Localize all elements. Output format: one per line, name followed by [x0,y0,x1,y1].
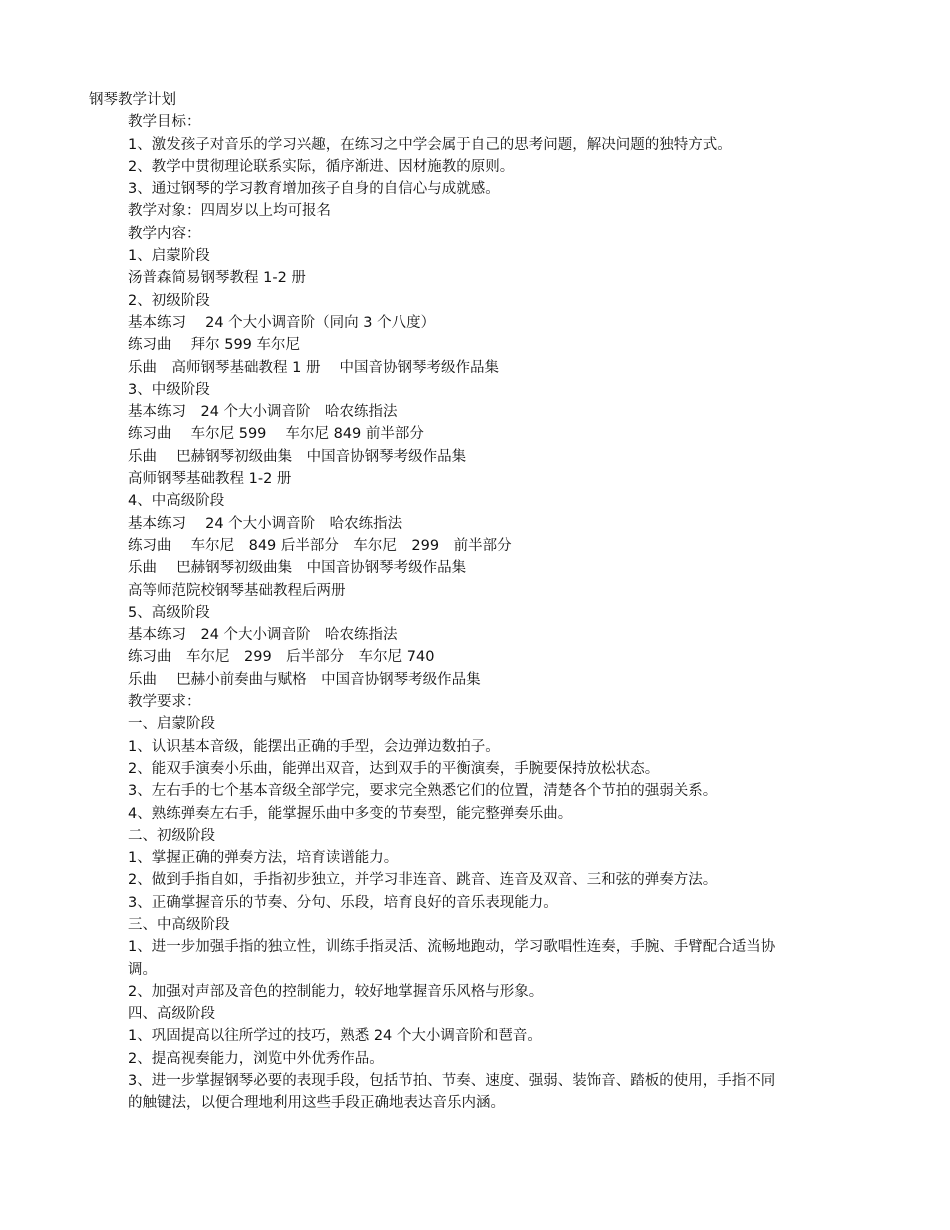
text-line: 1、掌握正确的弹奏方法，培育读谱能力。 [128,850,399,867]
text-line: 3、进一步掌握钢琴必要的表现手段，包括节拍、节奏、速度、强弱、装饰音、踏板的使用，手指不同的触键法，以便合理地利用这些手段正确地表达音乐内涵。 [128,1073,776,1112]
text-line: 教学目标： [128,114,201,131]
text-line: 教学对象：四周岁以上均可报名 [128,203,331,220]
text-line: 基本练习 24 个大小调音阶 哈农练指法 [128,515,403,532]
text-line: 乐曲 巴赫钢琴初级曲集 中国音协钢琴考级作品集 [128,448,467,465]
text-line: 二、初级阶段 [128,827,215,844]
text-line: 2、加强对声部及音色的控制能力，较好地掌握音乐风格与形象。 [128,983,544,1000]
text-line: 5、高级阶段 [128,604,210,621]
text-line: 乐曲 巴赫钢琴初级曲集 中国音协钢琴考级作品集 [128,560,467,577]
document-body [89,111,890,1114]
text-line: 练习曲 车尔尼 299 后半部分 车尔尼 740 [128,649,435,666]
text-line: 2、能双手演奏小乐曲，能弹出双音，达到双手的平衡演奏，手腕要保持放松状态。 [128,760,660,777]
text-line: 2、做到手指自如，手指初步独立，并学习非连音、跳音、连音及双音、三和弦的弹奏方法。 [128,872,718,889]
text-line: 一、启蒙阶段 [128,716,215,733]
text-line: 1、巩固提高以往所学过的技巧，熟悉 24 个大小调音阶和琶音。 [128,1028,542,1045]
text-line: 3、左右手的七个基本音级全部学完，要求完全熟悉它们的位置，清楚各个节拍的强弱关系。 [128,783,718,800]
text-line: 练习曲 拜尔 599 车尔尼 [128,337,301,354]
text-line: 2、提高视奏能力，浏览中外优秀作品。 [128,1050,384,1067]
text-line: 1、激发孩子对音乐的学习兴趣，在练习之中学会属于自己的思考问题，解决问题的独特方式。 [128,136,732,153]
text-line: 高等师范院校钢琴基础教程后两册 [128,582,346,599]
text-line: 4、中高级阶段 [128,493,225,510]
text-line: 4、熟练弹奏左右手，能掌握乐曲中多变的节奏型，能完整弹奏乐曲。 [128,805,573,822]
text-line: 教学内容： [128,225,201,242]
text-line: 基本练习 24 个大小调音阶（同向 3 个八度） [128,314,436,331]
text-line: 1、启蒙阶段 [128,248,210,265]
text-line: 2、初级阶段 [128,292,210,309]
text-line: 练习曲 车尔尼 849 后半部分 车尔尼 299 前半部分 [128,537,512,554]
text-line: 基本练习 24 个大小调音阶 哈农练指法 [128,404,398,421]
text-line: 1、进一步加强手指的独立性，训练手指灵活、流畅地跑动，学习歌唱性连奏，手腕、手臂配合适当协调。 [128,939,776,978]
document-title: 钢琴教学计划 [89,92,176,108]
text-line: 高师钢琴基础教程 1-2 册 [128,471,292,488]
text-line: 乐曲 巴赫小前奏曲与赋格 中国音协钢琴考级作品集 [128,671,481,688]
text-line: 3、通过钢琴的学习教育增加孩子自身的自信心与成就感。 [128,181,500,198]
text-line: 乐曲 高师钢琴基础教程 1 册 中国音协钢琴考级作品集 [128,359,500,376]
text-line: 3、中级阶段 [128,381,210,398]
text-line: 三、中高级阶段 [128,916,230,933]
text-line: 基本练习 24 个大小调音阶 哈农练指法 [128,627,398,644]
text-line: 2、教学中贯彻理论联系实际，循序渐进、因材施教的原则。 [128,158,515,175]
text-line: 教学要求： [128,694,201,711]
text-line: 练习曲 车尔尼 599 车尔尼 849 前半部分 [128,426,424,443]
text-line: 1、认识基本音级，能摆出正确的手型，会边弹边数拍子。 [128,738,500,755]
text-line: 汤普森简易钢琴教程 1-2 册 [128,270,306,287]
text-line: 3、正确掌握音乐的节奏、分句、乐段，培育良好的音乐表现能力。 [128,894,558,911]
text-line: 四、高级阶段 [128,1006,215,1023]
